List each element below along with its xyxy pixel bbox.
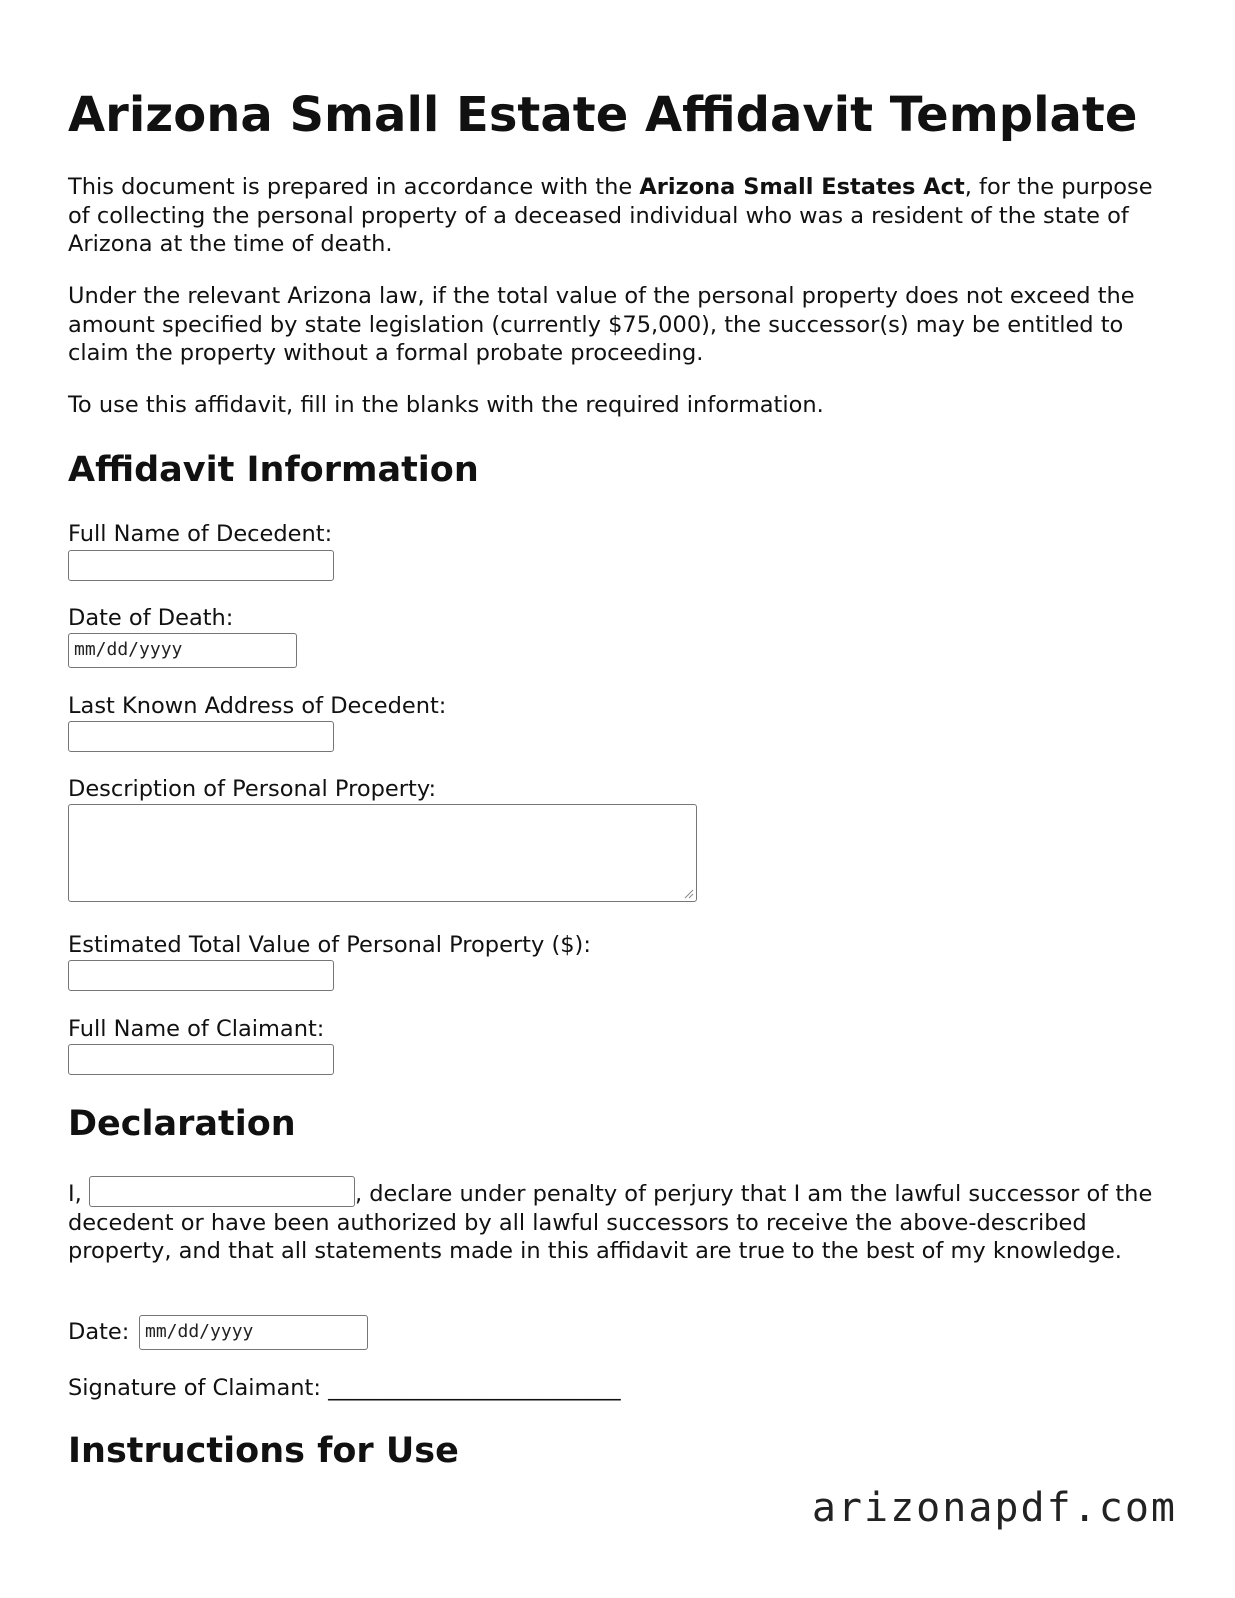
declaration-date-input[interactable]: mm/dd/yyyy <box>139 1315 368 1350</box>
intro-paragraph-2: Under the relevant Arizona law, if the total value of the personal property does not exceed the amount specified by state legislation (currently $75,000), the successor(s) may be entitled to claim the property without a formal probate proceeding. <box>68 283 1135 366</box>
decedent-name-label: Full Name of Decedent: <box>68 521 333 547</box>
declaration-heading: Declaration <box>68 1104 296 1144</box>
address-input[interactable] <box>68 721 334 752</box>
intro-paragraph-1 <box>68 173 1168 259</box>
declaration-prefix: I, <box>68 1181 82 1207</box>
declaration-text: , declare under penalty of perjury that I am the lawful successor of the decedent or have been authorized by all lawful successors to receive the above-described property, and that all statements made in this affidavit are true to the best of my knowledge. <box>68 1181 1153 1264</box>
affidavit-information-heading: Affidavit Information <box>68 450 479 490</box>
signature-row <box>68 1374 621 1402</box>
signature-label: Signature of Claimant: <box>68 1375 321 1401</box>
instructions-heading: Instructions for Use <box>68 1431 459 1471</box>
declarant-name-input[interactable] <box>89 1176 355 1207</box>
declaration-date-label: Date: <box>68 1319 130 1345</box>
claimant-name-label: Full Name of Claimant: <box>68 1016 325 1042</box>
property-description-textarea[interactable] <box>68 804 697 902</box>
claimant-name-input[interactable] <box>68 1044 334 1075</box>
intro-p1-text: This document is prepared in accordance with the <box>68 174 640 200</box>
watermark-text: arizonapdf.com <box>811 1485 1177 1531</box>
page-title: Arizona Small Estate Affidavit Template <box>68 87 1138 143</box>
date-of-death-label: Date of Death: <box>68 605 234 631</box>
date-of-death-input[interactable]: mm/dd/yyyy <box>68 633 297 668</box>
intro-paragraph-3: To use this affidavit, fill in the blanks with the required information. <box>68 392 824 418</box>
decedent-name-input[interactable] <box>68 550 334 581</box>
declaration-paragraph <box>68 1176 1168 1266</box>
act-name: Arizona Small Estates Act <box>639 174 965 200</box>
signature-line[interactable]: __________________________ <box>328 1375 621 1401</box>
intro-p1-text-end: , for the purpose of collecting the personal property of a deceased individual who was a resident of the state of Arizona at the time of death. <box>68 174 1153 257</box>
property-description-label: Description of Personal Property: <box>68 776 437 802</box>
estimated-value-label: Estimated Total Value of Personal Property ($): <box>68 932 591 958</box>
estimated-value-input[interactable] <box>68 960 334 991</box>
address-label: Last Known Address of Decedent: <box>68 693 447 719</box>
resize-handle-icon[interactable] <box>683 888 694 899</box>
